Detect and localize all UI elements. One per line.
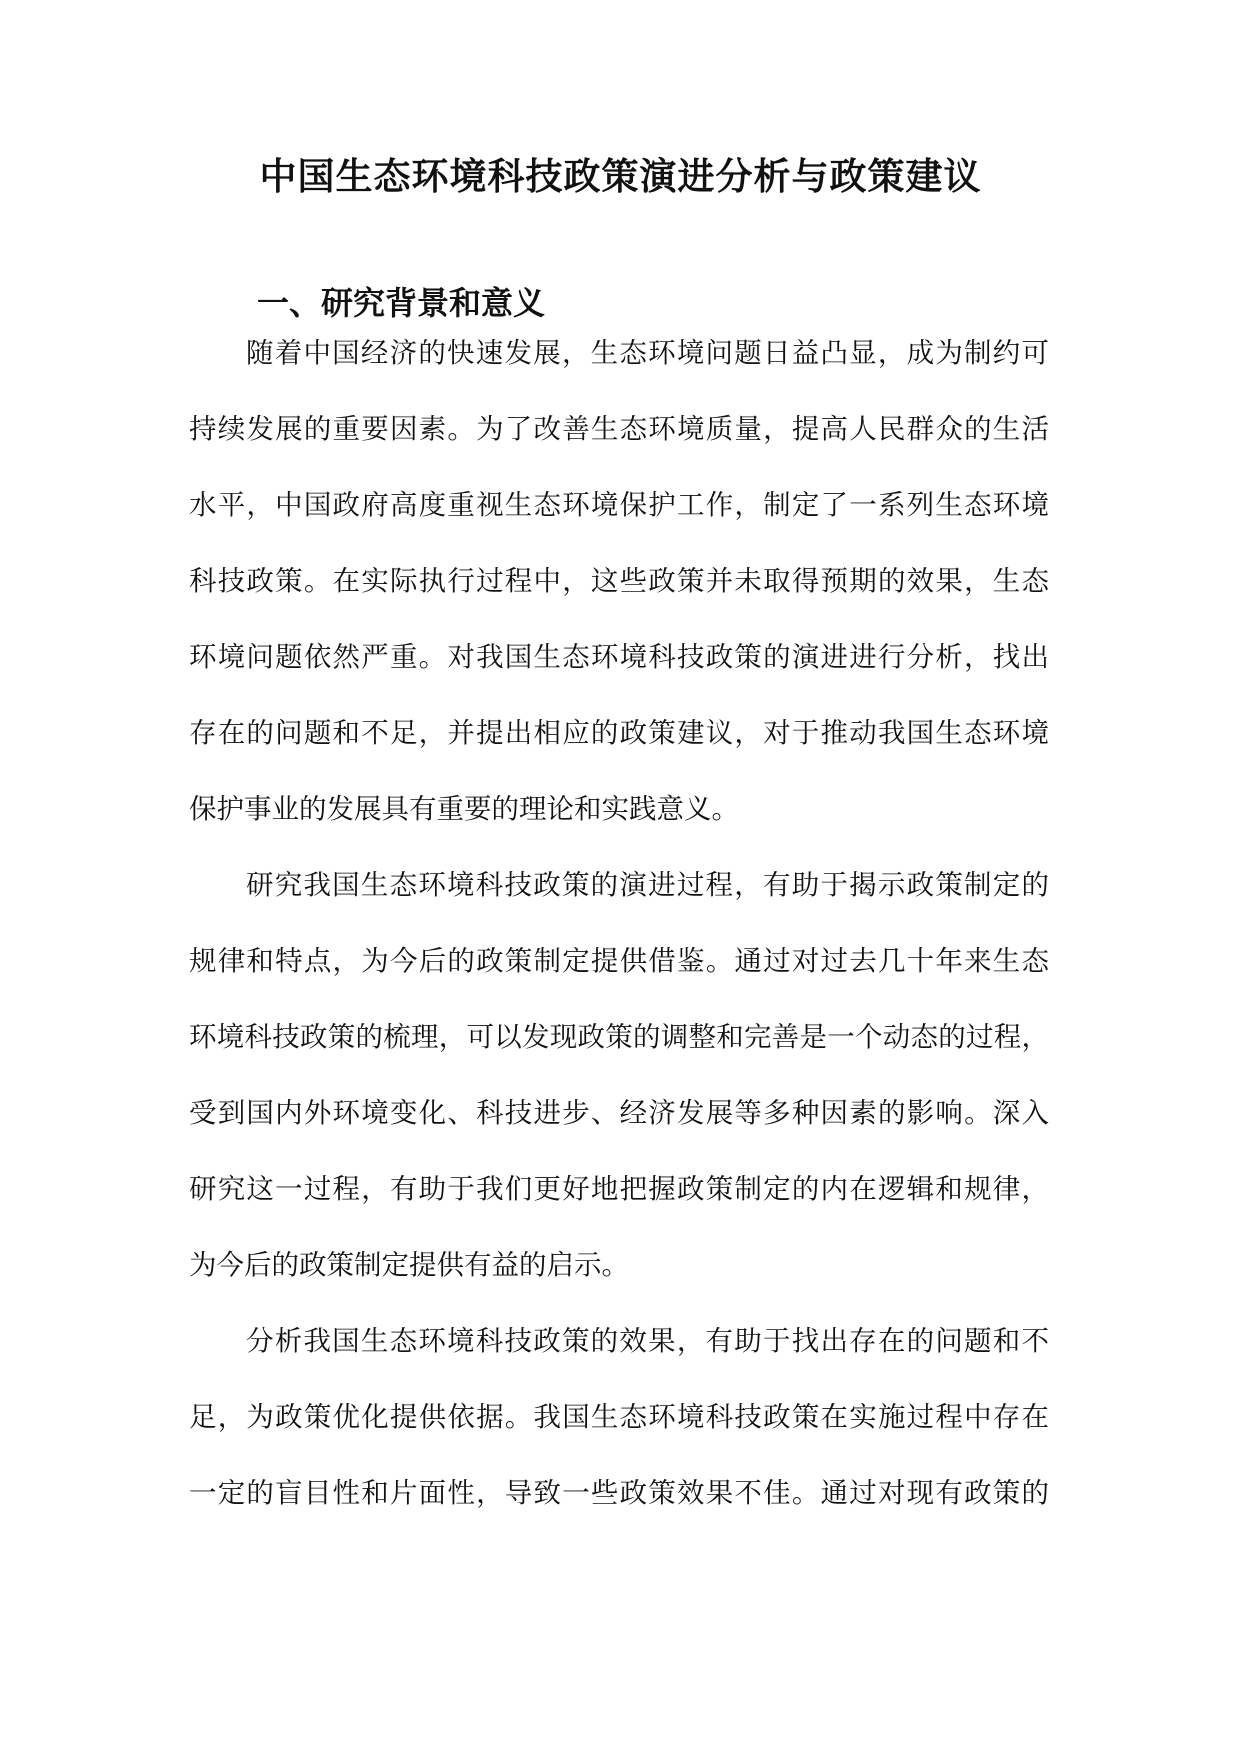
paragraph-line: 随着中国经济的快速发展，生态环境问题日益凸显，成为制约可 xyxy=(246,337,1049,369)
paragraph-line: 存在的问题和不足，并提出相应的政策建议，对于推动我国生态环境 xyxy=(189,717,1049,749)
paragraph-3 xyxy=(189,1303,1049,1531)
paragraph-2 xyxy=(189,847,1049,1303)
paragraph-line: 保护事业的发展具有重要的理论和实践意义。 xyxy=(189,793,739,825)
paragraph-1 xyxy=(189,315,1049,847)
paragraph-line: 环境科技政策的梳理，可以发现政策的调整和完善是一个动态的过程， xyxy=(189,1021,1049,1053)
paragraph-line: 科技政策。在实际执行过程中，这些政策并未取得预期的效果，生态 xyxy=(189,565,1049,597)
paragraph-line: 一定的盲目性和片面性，导致一些政策效果不佳。通过对现有政策的 xyxy=(189,1477,1049,1509)
paragraph-line: 分析我国生态环境科技政策的效果，有助于找出存在的问题和不 xyxy=(246,1325,1049,1357)
section-heading: 一、研究背景和意义 xyxy=(257,284,546,322)
paragraph-line: 研究这一过程，有助于我们更好地把握政策制定的内在逻辑和规律， xyxy=(189,1173,1049,1205)
paragraph-line: 水平，中国政府高度重视生态环境保护工作，制定了一系列生态环境 xyxy=(189,489,1049,521)
paragraph-line: 足，为政策优化提供依据。我国生态环境科技政策在实施过程中存在 xyxy=(189,1401,1049,1433)
document-title: 中国生态环境科技政策演进分析与政策建议 xyxy=(259,154,982,198)
paragraph-line: 为今后的政策制定提供有益的启示。 xyxy=(189,1249,629,1281)
paragraph-line: 持续发展的重要因素。为了改善生态环境质量，提高人民群众的生活 xyxy=(189,413,1049,445)
paragraph-line: 规律和特点，为今后的政策制定提供借鉴。通过对过去几十年来生态 xyxy=(189,945,1049,977)
paragraph-line: 研究我国生态环境科技政策的演进过程，有助于揭示政策制定的 xyxy=(246,869,1049,901)
paragraph-line: 受到国内外环境变化、科技进步、经济发展等多种因素的影响。深入 xyxy=(189,1097,1049,1129)
paragraph-line: 环境问题依然严重。对我国生态环境科技政策的演进进行分析，找出 xyxy=(189,641,1049,673)
